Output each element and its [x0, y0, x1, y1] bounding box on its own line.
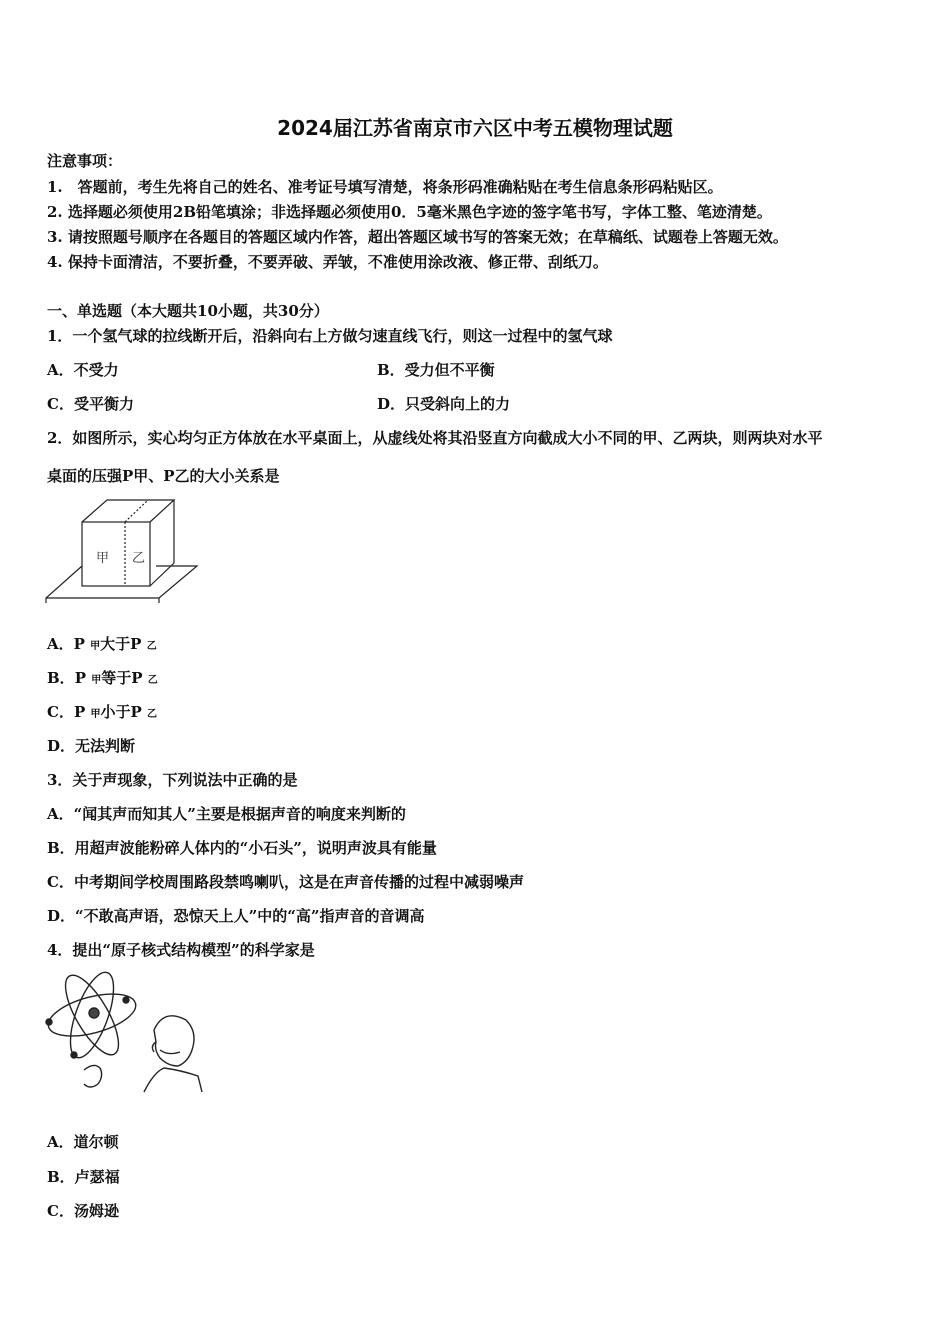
q2-option-a: A．P 甲大于P 乙	[47, 635, 157, 653]
cube-on-table-figure	[44, 498, 204, 608]
label-jia: 甲	[96, 551, 110, 566]
q3-option-d: D．“不敢高声语，恐惊天上人”中的“高”指声音的音调高	[47, 907, 425, 925]
notice-heading: 注意事项：	[47, 152, 123, 170]
q1-option-d: D．只受斜向上的力	[377, 395, 511, 413]
q4-option-b: B．卢瑟福	[47, 1168, 120, 1186]
q3-option-c: C．中考期间学校周围路段禁鸣喇叭，这是在声音传播的过程中减弱噪声	[47, 873, 524, 891]
question-2-stem: 2．如图所示，实心均匀正方体放在水平桌面上，从虚线处将其沿竖直方向截成大小不同的甲、乙两块，则两块对水平	[47, 429, 823, 447]
notice-item: 3. 请按照题号顺序在各题目的答题区域内作答，超出答题区域书写的答案无效；在草稿纸、试题卷上答题无效。	[47, 228, 788, 246]
q3-option-b: B．用超声波能粉碎人体内的“小石头”，说明声波具有能量	[47, 839, 437, 857]
q1-option-b: B．受力但不平衡	[377, 361, 495, 379]
notice-item: 1. 答题前，考生先将自己的姓名、准考证号填写清楚，将条形码准确粘贴在考生信息条形码粘贴区。	[47, 178, 723, 196]
question-3-stem: 3．关于声现象，下列说法中正确的是	[47, 771, 298, 789]
label-yi: 乙	[132, 551, 146, 566]
q1-option-c: C．受平衡力	[47, 395, 134, 413]
notice-item: 4. 保持卡面清洁，不要折叠，不要弄破、弄皱，不准使用涂改液、修正带、刮纸刀。	[47, 253, 608, 271]
q2-option-c: C．P 甲小于P 乙	[47, 703, 157, 721]
question-1-stem: 1．一个氢气球的拉线断开后，沿斜向右上方做匀速直线飞行，则这一过程中的氢气球	[47, 327, 613, 345]
question-2-stem-cont: 桌面的压强P甲、P乙的大小关系是	[47, 467, 280, 485]
notice-item: 2. 选择题必须使用2B铅笔填涂；非选择题必须使用0．5毫米黑色字迹的签字笔书写，字体工整、笔迹清楚。	[47, 203, 772, 221]
q4-option-c: C．汤姆逊	[47, 1202, 119, 1220]
q2-option-b: B．P 甲等于P 乙	[47, 669, 158, 687]
q1-option-a: A．不受力	[47, 361, 119, 379]
q2-option-d: D．无法判断	[47, 737, 136, 755]
question-4-stem: 4．提出“原子核式结构模型”的科学家是	[47, 941, 315, 959]
q3-option-a: A．“闻其声而知其人”主要是根据声音的响度来判断的	[47, 805, 406, 823]
q4-option-a: A．道尔顿	[47, 1133, 119, 1151]
page-title: 2024届江苏省南京市六区中考五模物理试题	[277, 116, 673, 140]
scientist-atom-figure	[44, 970, 204, 1095]
section-heading: 一、单选题（本大题共10小题，共30分）	[47, 302, 329, 320]
